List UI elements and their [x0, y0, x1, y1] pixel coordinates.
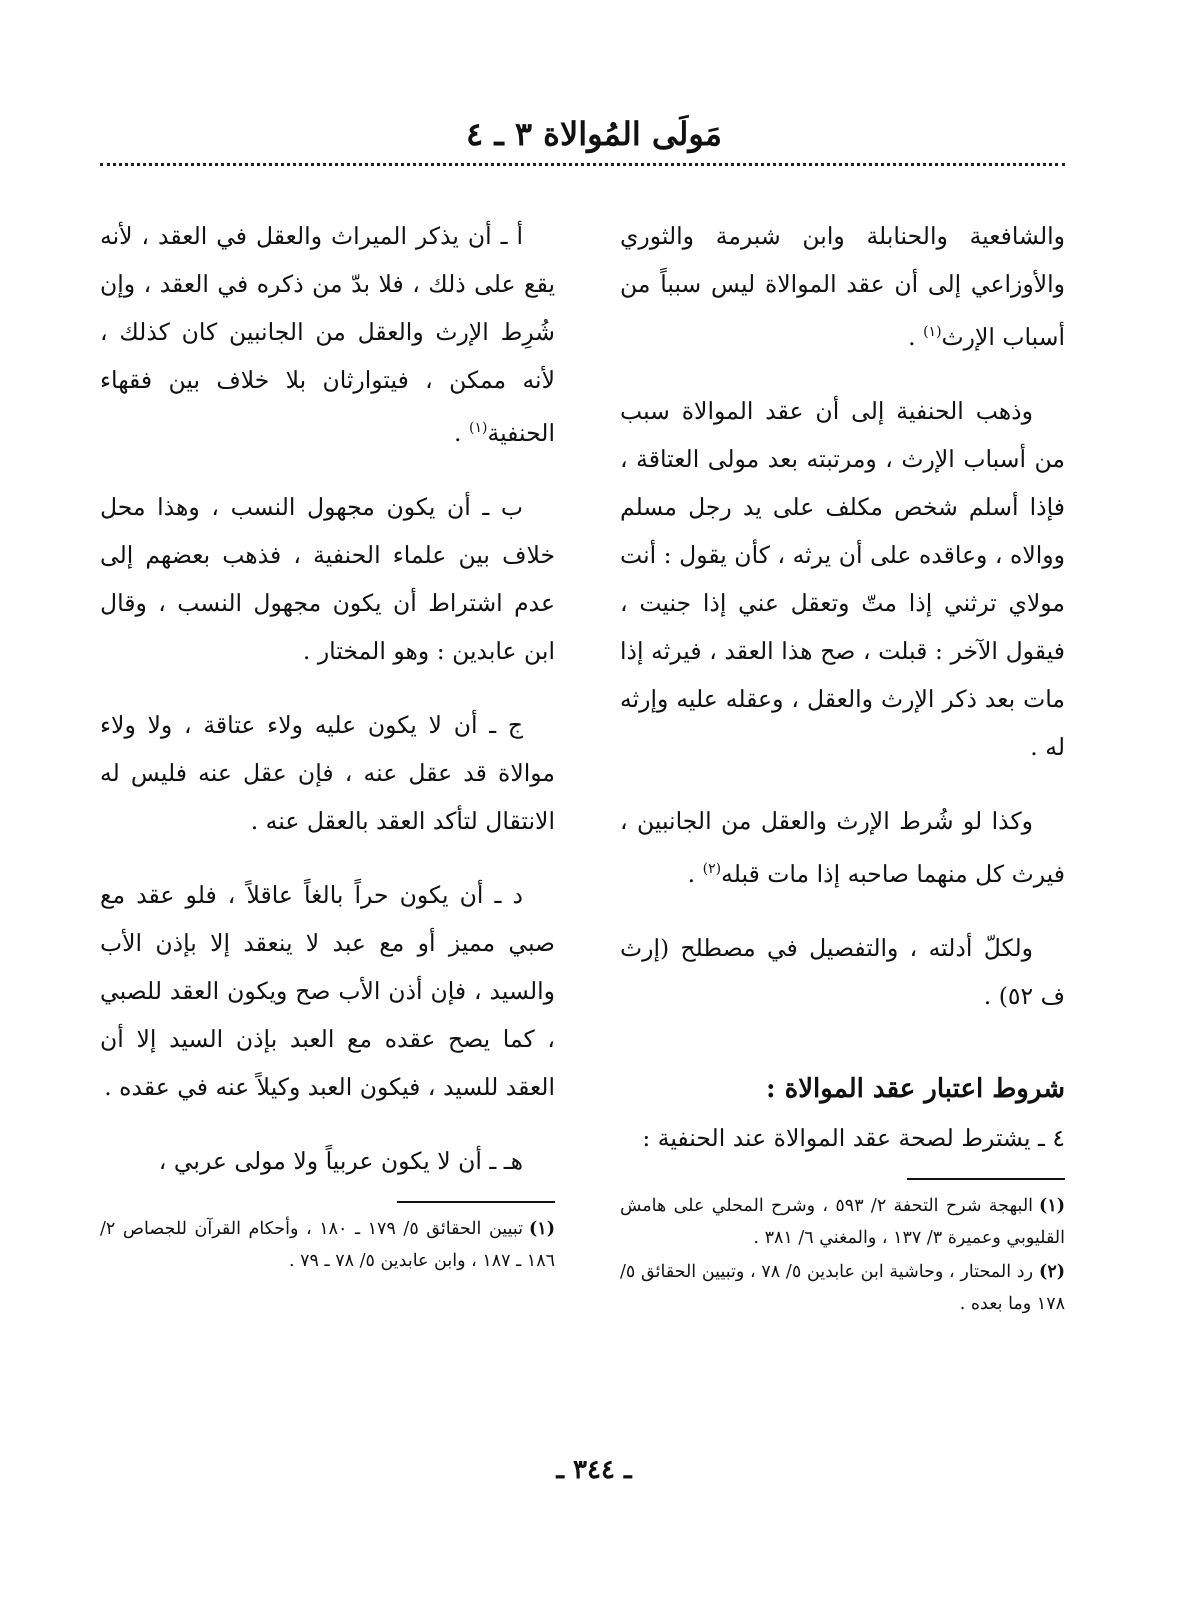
footnote-text: البهجة شرح التحفة ٢/ ٥٩٣ ، وشرح المحلي على هامش القليوبي وعميرة ٣/ ١٣٧ ، والمغني ٦/ ٣٨١ .	[620, 1195, 1065, 1248]
paragraph-hanafi-opinion: وذهب الحنفية إلى أن عقد الموالاة سبب من أسباب الإرث ، ومرتبته بعد مولى العتاقة ، فإذا أسلم شخص مكلف على يد رجل مسلم ووالاه ، وعاقده على أن يرثه ، كأن يقول : أنت مولاي ترثني إذا متّ وتعقل عني إذا جنيت ، فيقول الآخر : قبلت ، صح هذا العقد ، فيرثه إذا مات بعد ذكر الإرث والعقل ، وعقله عليه وإرثه له .	[620, 396, 1065, 761]
paragraph-schools-opinion: والشافعية والحنابلة وابن شبرمة والثوري والأوزاعي إلى أن عقد الموالاة ليس سبباً من أسباب الإرث$^{(١)}$ .	[620, 222, 1065, 351]
condition-e: هـ ـ أن لا يكون عربياً ولا مولى عربي ،	[158, 1146, 523, 1175]
condition-d: د ـ أن يكون حراً بالغاً عاقلاً ، فلو عقد مع صبي مميز أو مع عبد لا ينعقد إلا بإذن الأب والسيد ، فإن أذن الأب صح ويكون العقد للصبي ، كما يصح عقده مع العبد بإذن السيد إلا أن العقد للسيد ، فيكون العبد وكيلاً عنه في عقده .	[100, 880, 555, 1101]
paragraph-cross-reference: ولكلّ أدلته ، والتفصيل في مصطلح (إرث ف ٥٢) .	[620, 933, 1065, 1010]
condition-b: ب ـ أن يكون مجهول النسب ، وهذا محل خلاف بين علماء الحنفية ، فذهب بعضهم إلى عدم اشتراط أن يكون مجهول النسب ، وقال ابن عابدين : وهو المختار .	[100, 492, 555, 665]
footnote-1	[620, 1190, 1065, 1254]
footnote-ref[interactable]: (١)	[469, 420, 488, 436]
footnote-ref[interactable]: (٢)	[702, 860, 722, 877]
condition-a: أ ـ أن يذكر الميراث والعقل في العقد ، لأنه يقع على ذلك ، فلا بدّ من ذكره في العقد ، وإن شُرِط الإرث والعقل من الجانبين كان كذلك ، لأنه ممكن ، فيتوارثان بلا خلاف بين فقهاء الحنفية$^{(١)}$ .	[100, 222, 555, 447]
paragraph-mutual-inheritance: وكذا لو شُرط الإرث والعقل من الجانبين ، فيرث كل منهما صاحبه إذا مات قبله$^{(٢)}$ .	[620, 806, 1065, 888]
footnote-text: رد المحتار ، وحاشية ابن عابدين ٥/ ٧٨ ، وتبيين الحقائق ٥/ ١٧٨ وما بعده .	[620, 1261, 1065, 1314]
footnote-2	[620, 1256, 1065, 1320]
header-dotted-rule	[100, 163, 1065, 166]
page-number: ـ ٣٤٤ ـ	[556, 1455, 632, 1485]
right-column	[620, 212, 1065, 1502]
footnote-number: (١)	[1039, 1195, 1065, 1216]
running-header-title: مَولَى المُوالاة ٣ ـ ٤	[466, 115, 722, 153]
paragraph-conditions-intro: ٤ ـ يشترط لصحة عقد الموالاة عند الحنفية :	[642, 1123, 1065, 1152]
condition-c: ج ـ أن لا يكون عليه ولاء عتاقة ، ولا ولاء موالاة قد عقل عنه ، فإن عقل عنه فليس له الانتقال لتأكد العقد بالعقل عنه .	[100, 710, 555, 835]
footnote-1	[100, 1213, 555, 1277]
footnote-text: تبيين الحقائق ٥/ ١٧٩ ـ ١٨٠ ، وأحكام القرآن للجصاص ٢/ ١٨٦ ـ ١٨٧ ، وابن عابدين ٥/ ٧٨ ـ ٧٩ .	[100, 1218, 555, 1271]
footnote-number: (٢)	[1039, 1261, 1065, 1282]
paragraph-text: والشافعية والحنابلة وابن شبرمة والثوري والأوزاعي إلى أن عقد الموالاة ليس سبباً من أسباب الإرث	[620, 222, 1065, 351]
left-column	[100, 212, 555, 1502]
paragraph-text: وكذا لو شُرط الإرث والعقل من الجانبين ، فيرث كل منهما صاحبه إذا مات قبله	[620, 806, 1065, 888]
footnote-number: (١)	[529, 1218, 555, 1239]
footnote-separator	[397, 1201, 555, 1203]
section-heading: شروط اعتبار عقد الموالاة :	[765, 1073, 1065, 1104]
footnote-separator	[907, 1178, 1065, 1180]
paragraph-text: أ ـ أن يذكر الميراث والعقل في العقد ، لأنه يقع على ذلك ، فلا بدّ من ذكره في العقد ، وإن شُرِط الإرث والعقل من الجانبين كان كذلك ، لأنه ممكن ، فيتوارثان بلا خلاف بين فقهاء الحنفية	[100, 222, 555, 447]
footnote-ref[interactable]: (١)	[923, 324, 942, 340]
